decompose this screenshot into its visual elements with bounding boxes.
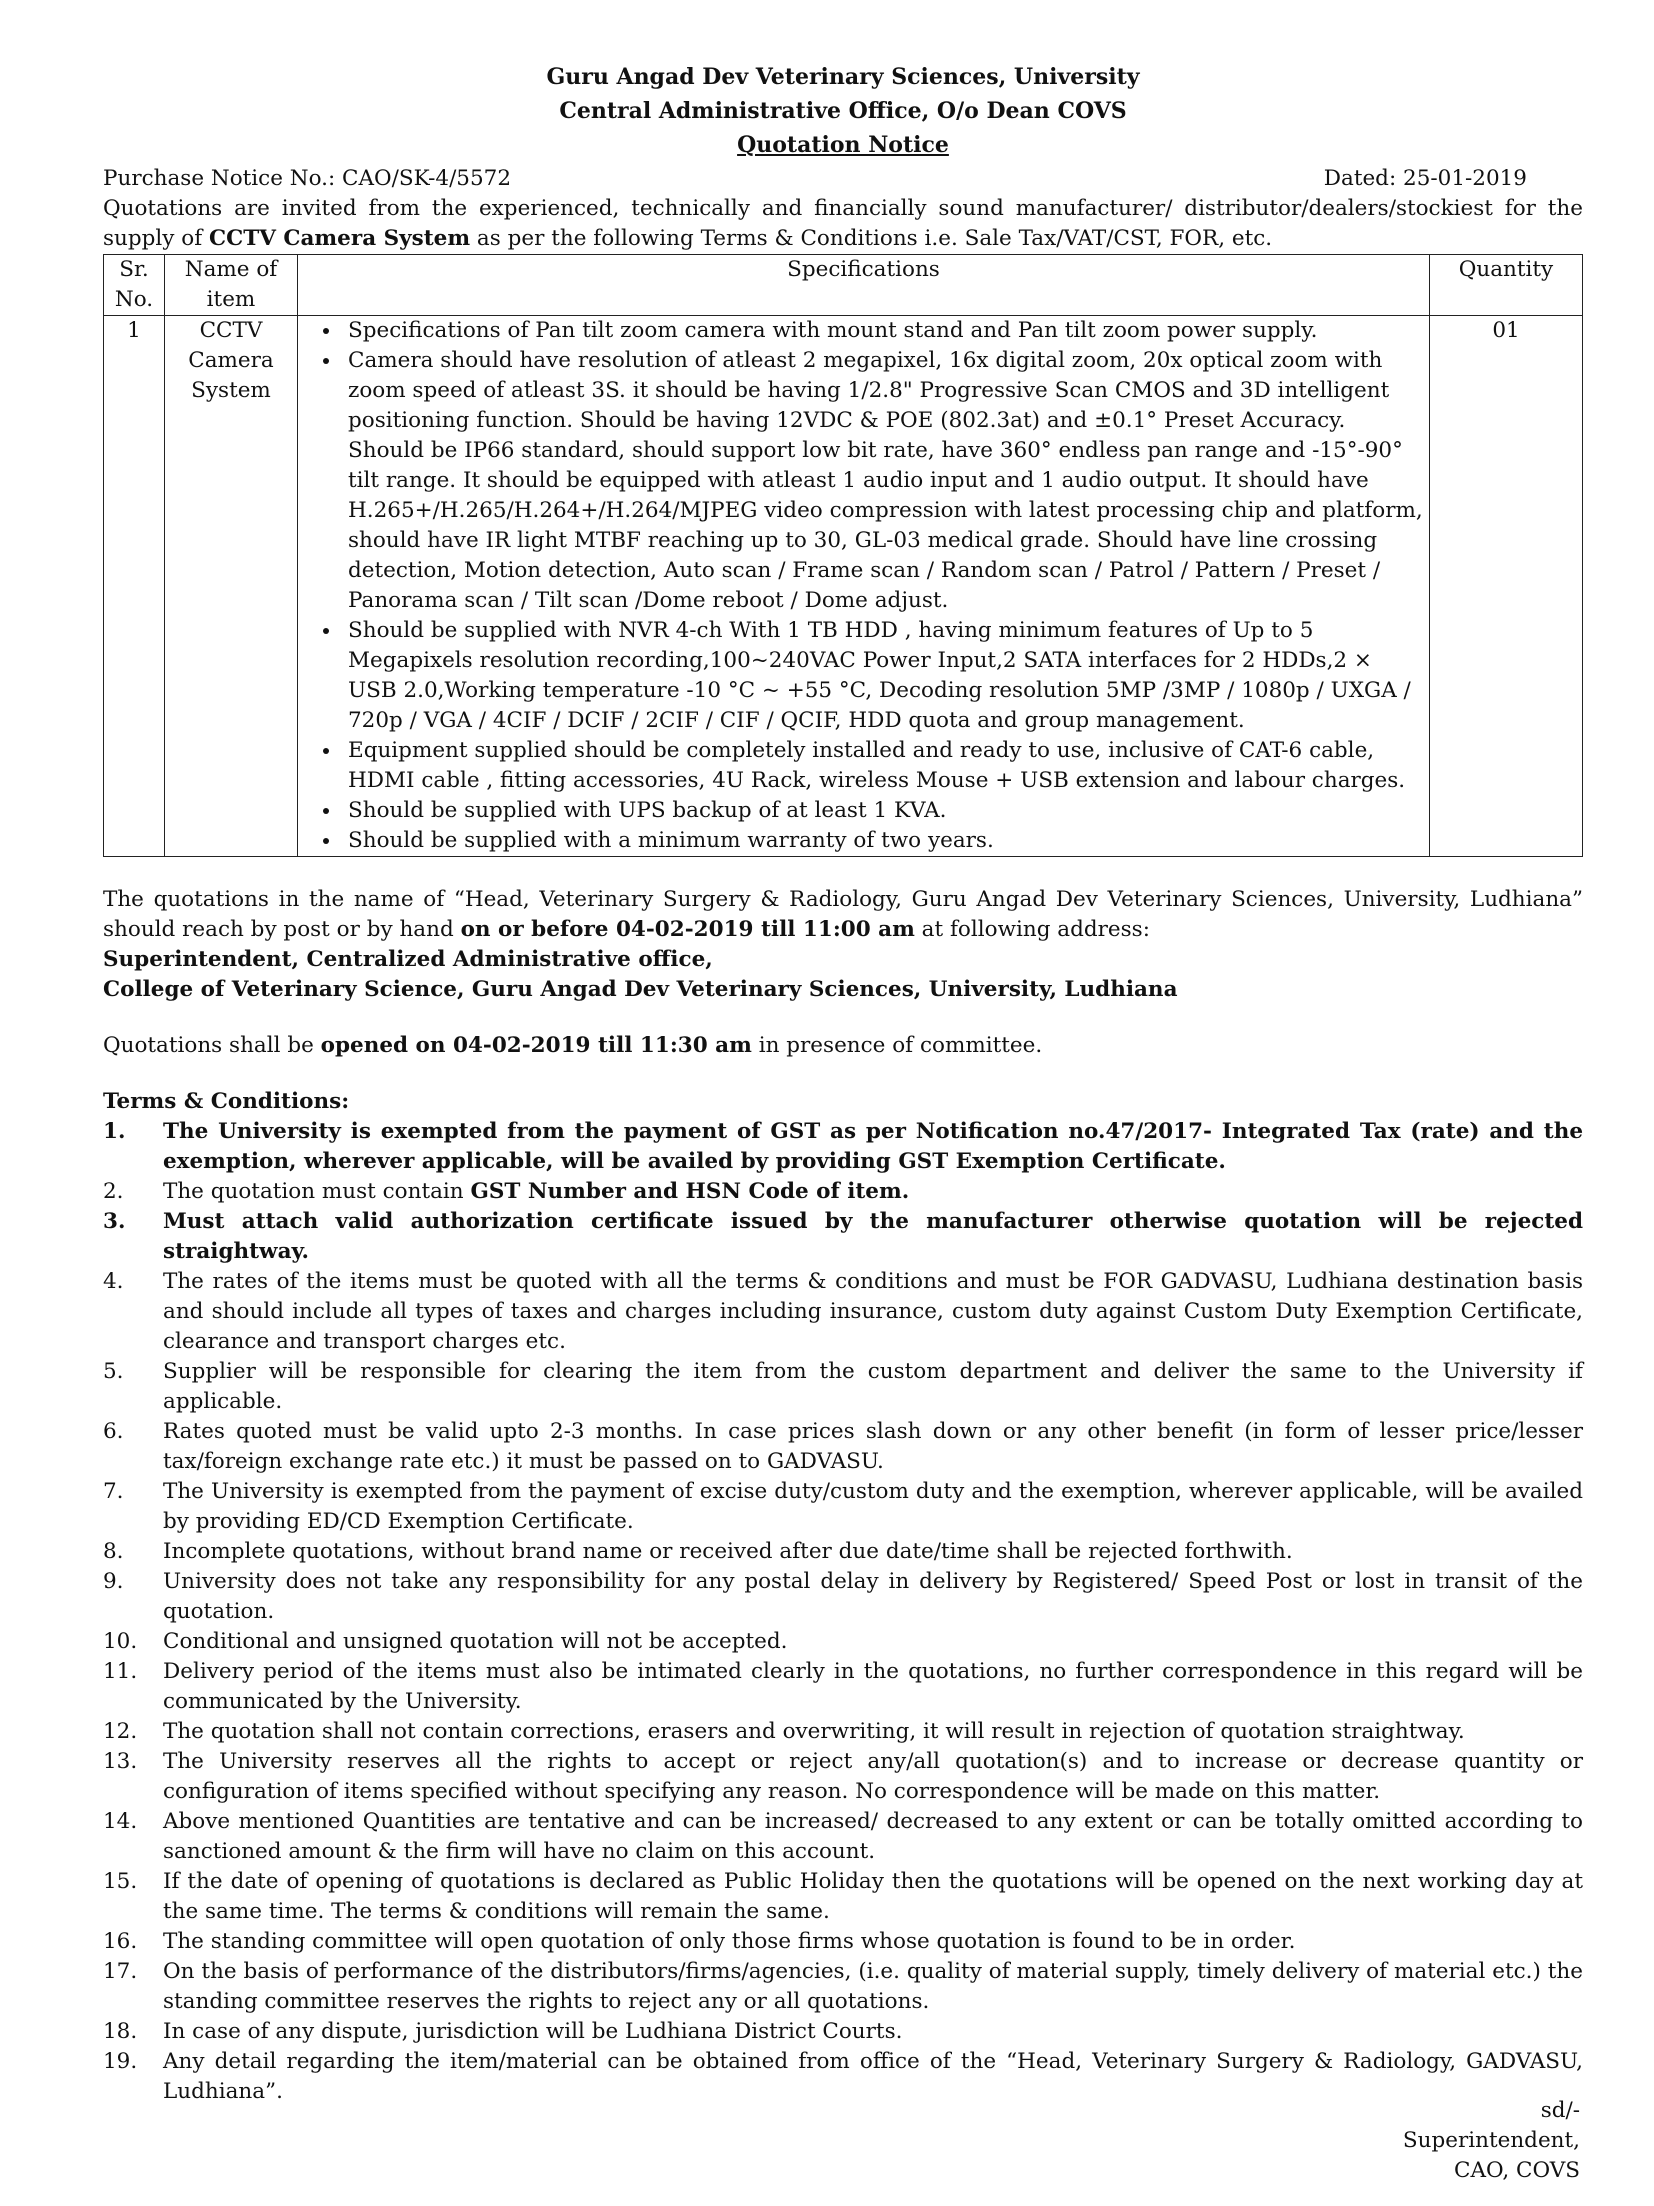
term-text [163,1177,1583,1207]
submission-deadline: on or before 04-02-2019 till 11:00 am [460,917,915,942]
term-text: The quotation shall not contain corrections, erasers and overwriting, it will result in rejection of quotation straightway. [163,1719,1465,1744]
signature-title: Superintendent, [1402,2128,1580,2153]
header-specifications: Specifications [298,255,1430,316]
term-number: 18. [103,2019,138,2044]
list-item [103,1867,1583,1927]
cell-quantity: 01 [1430,316,1583,857]
term-number: 8. [103,1539,124,1564]
list-item [103,1207,1583,1267]
university-name: Guru Angad Dev Veterinary Sciences, University [546,64,1140,90]
term-number: 14. [103,1809,138,1834]
list-item [103,1717,1583,1747]
cell-specifications [298,316,1430,857]
list-item [103,1567,1583,1627]
spec-item: • Camera should have resolution of atleast 2 megapixel, 16x digital zoom, 20x optical zoom with zoom speed of atleast 3S. it should be having 1/2.8" Progressive Scan CMOS and 3D intelligent positioning function. Should be having 12VDC & POE (802.3at) and ±0.1° Preset Accuracy. Should be IP66 standard, should support low bit rate, have 360° endless pan range and -15°-90° tilt range. It should be equipped with atleast 1 audio input and 1 audio output. It should have H.265+/H.265/H.264+/H.264/MJPEG video compression with latest processing chip and platform, should have IR light MTBF reaching up to 30, GL-03 medical grade. Should have line crossing detection, Motion detection, Auto scan / Frame scan / Random scan / Patrol / Pattern / Preset / Panorama scan / Tilt scan /Dome reboot / Dome adjust. [342,346,1423,616]
term-number: 12. [103,1719,138,1744]
specification-table [103,254,1583,857]
list-item [103,1627,1583,1657]
term-text: The standing committee will open quotation of only those firms whose quotation is found to be in order. [163,1929,1296,1954]
term-number: 1. [103,1119,126,1144]
term-text-bold: GST Number and HSN Code of item. [470,1179,910,1204]
term-number: 4. [103,1269,124,1294]
signature-office: CAO, COVS [1454,2158,1580,2183]
opening-date: opened on 04-02-2019 till 11:30 am [320,1033,752,1058]
list-item [103,1117,1583,1177]
term-number: 5. [103,1359,124,1384]
spec-item: • Specifications of Pan tilt zoom camera with mount stand and Pan tilt zoom power supply. [342,316,1423,346]
term-number: 17. [103,1959,138,1984]
term-text: On the basis of performance of the distributors/firms/agencies, (i.e. quality of material supply, timely delivery of material etc.) the standing committee reserves the rights to reject any or all quotations. [163,1959,1583,2014]
address-line-1: Superintendent, Centralized Administrative office, [103,947,713,972]
spec-item: • Should be supplied with a minimum warranty of two years. [342,826,1423,856]
list-item [103,1657,1583,1717]
cell-sr-no: 1 [104,316,165,857]
term-number: 15. [103,1869,138,1894]
opening-paragraph [103,1031,1583,1061]
intro-text-a: Quotations are invited from the experienced, technically and financially sound manufacturer/ distributor/dealers/stockiest for the supply of [103,196,1583,251]
spec-item: • Should be supplied with NVR 4-ch With 1 TB HDD , having minimum features of Up to 5 Megapixels resolution recording,100~240VAC Power Input,2 SATA interfaces for 2 HDDs,2 × USB 2.0,Working temperature -10 °C ~ +55 °C, Decoding resolution 5MP /3MP / 1080p / UXGA / 720p / VGA / 4CIF / DCIF / 2CIF / CIF / QCIF, HDD quota and group management. [342,616,1423,736]
list-item [103,1537,1583,1567]
submission-paragraph [103,885,1583,945]
term-text: The University is exempted from the payment of GST as per Notification no.47/2017- Integrated Tax (rate) and the exemption, wherever applicable, will be availed by providing GST Exemption Certificate. [163,1119,1583,1174]
term-text: Incomplete quotations, without brand name or received after due date/time shall be rejected forthwith. [163,1539,1293,1564]
opening-text-b: in presence of committee. [751,1033,1043,1058]
spec-list [304,316,1423,856]
term-text: The University reserves all the rights to accept or reject any/all quotation(s) and to increase or decrease quantity or configuration of items specified without specifying any reason. No correspondence will be made on this matter. [163,1749,1583,1804]
term-number: 10. [103,1629,138,1654]
term-number: 6. [103,1419,124,1444]
notice-page [103,60,1583,2107]
term-number: 13. [103,1749,138,1774]
notice-date: Dated: 25-01-2019 [1323,166,1527,191]
list-item [103,1927,1583,1957]
signature-block [1403,2096,1580,2186]
term-text: In case of any dispute, jurisdiction will be Ludhiana District Courts. [163,2019,903,2044]
term-number: 7. [103,1479,124,1504]
purchase-notice-number: Purchase Notice No.: CAO/SK-4/5572 [103,166,512,191]
term-number: 3. [103,1209,126,1234]
term-number: 16. [103,1929,138,1954]
header-sr-no: Sr. No. [104,255,165,316]
term-text: The University is exempted from the payment of excise duty/custom duty and the exemption, wherever applicable, will be availed by providing ED/CD Exemption Certificate. [163,1479,1583,1534]
term-text-plain: The quotation must contain [163,1179,471,1204]
list-item [103,2017,1583,2047]
spec-item: • Should be supplied with UPS backup of at least 1 KVA. [342,796,1423,826]
office-name: Central Administrative Office, O/o Dean COVS [559,98,1127,124]
address-line-2: College of Veterinary Science, Guru Angad Dev Veterinary Sciences, University, Ludhiana [103,977,1178,1002]
signature-sd: sd/- [1540,2098,1580,2123]
intro-text-b: as per the following Terms & Conditions i.e. Sale Tax/VAT/CST, FOR, etc. [470,226,1273,251]
intro-paragraph [103,194,1583,254]
list-item [103,1417,1583,1477]
list-item [103,1807,1583,1867]
list-item [103,1357,1583,1417]
intro-item-name: CCTV Camera System [209,226,471,251]
list-item [103,2047,1583,2107]
spec-item: • Equipment supplied should be completely installed and ready to use, inclusive of CAT-6 cable, HDMI cable , fitting accessories, 4U Rack, wireless Mouse + USB extension and labour charges. [342,736,1423,796]
term-text: Above mentioned Quantities are tentative and can be increased/ decreased to any extent or can be totally omitted according to sanctioned amount & the firm will have no claim on this account. [163,1809,1583,1864]
cell-item-name: CCTV Camera System [165,316,298,857]
term-text: The rates of the items must be quoted with all the terms & conditions and must be FOR GADVASU, Ludhiana destination basis and should include all types of taxes and charges including insurance, custom duty against Custom Duty Exemption Certificate, clearance and transport charges etc. [163,1269,1583,1354]
term-text: University does not take any responsibility for any postal delay in delivery by Registered/ Speed Post or lost in transit of the quotation. [163,1569,1583,1624]
term-text: Supplier will be responsible for clearing the item from the custom department and deliver the same to the University if applicable. [163,1359,1583,1414]
term-number: 19. [103,2049,138,2074]
opening-text-a: Quotations shall be [103,1033,321,1058]
submission-text-a: The quotations in the name of “Head, Veterinary Surgery & Radiology, Guru Angad Dev Veterinary Sciences, University, Ludhiana” should reach by post or by hand [103,887,1583,942]
term-number: 9. [103,1569,124,1594]
term-text: Rates quoted must be valid upto 2-3 months. In case prices slash down or any other benefit (in form of lesser price/lesser tax/foreign exchange rate etc.) it must be passed on to GADVASU. [163,1419,1583,1474]
term-text: Must attach valid authorization certificate issued by the manufacturer otherwise quotation will be rejected straightway. [163,1209,1583,1264]
list-item [103,1477,1583,1537]
term-text: Delivery period of the items must also be intimated clearly in the quotations, no further correspondence in this regard will be communicated by the University. [163,1659,1583,1714]
term-number: 11. [103,1659,138,1684]
table-row [104,316,1583,857]
submission-text-b: at following address: [914,917,1150,942]
notice-meta-row [103,164,1583,194]
list-item [103,1177,1583,1207]
header-item-name: Name of item [165,255,298,316]
terms-title: Terms & Conditions: [103,1089,350,1114]
header-quantity: Quantity [1430,255,1583,316]
list-item [103,1267,1583,1357]
list-item [103,1747,1583,1807]
document-title: Quotation Notice [737,132,949,158]
list-item [103,1957,1583,2017]
term-number: 2. [103,1179,124,1204]
term-text: If the date of opening of quotations is declared as Public Holiday then the quotations will be opened on the next working day at the same time. The terms & conditions will remain the same. [163,1869,1583,1924]
term-text: Conditional and unsigned quotation will not be accepted. [163,1629,788,1654]
table-header-row [104,255,1583,316]
terms-list [103,1117,1583,2107]
term-text: Any detail regarding the item/material can be obtained from office of the “Head, Veterinary Surgery & Radiology, GADVASU, Ludhiana”. [163,2049,1583,2104]
